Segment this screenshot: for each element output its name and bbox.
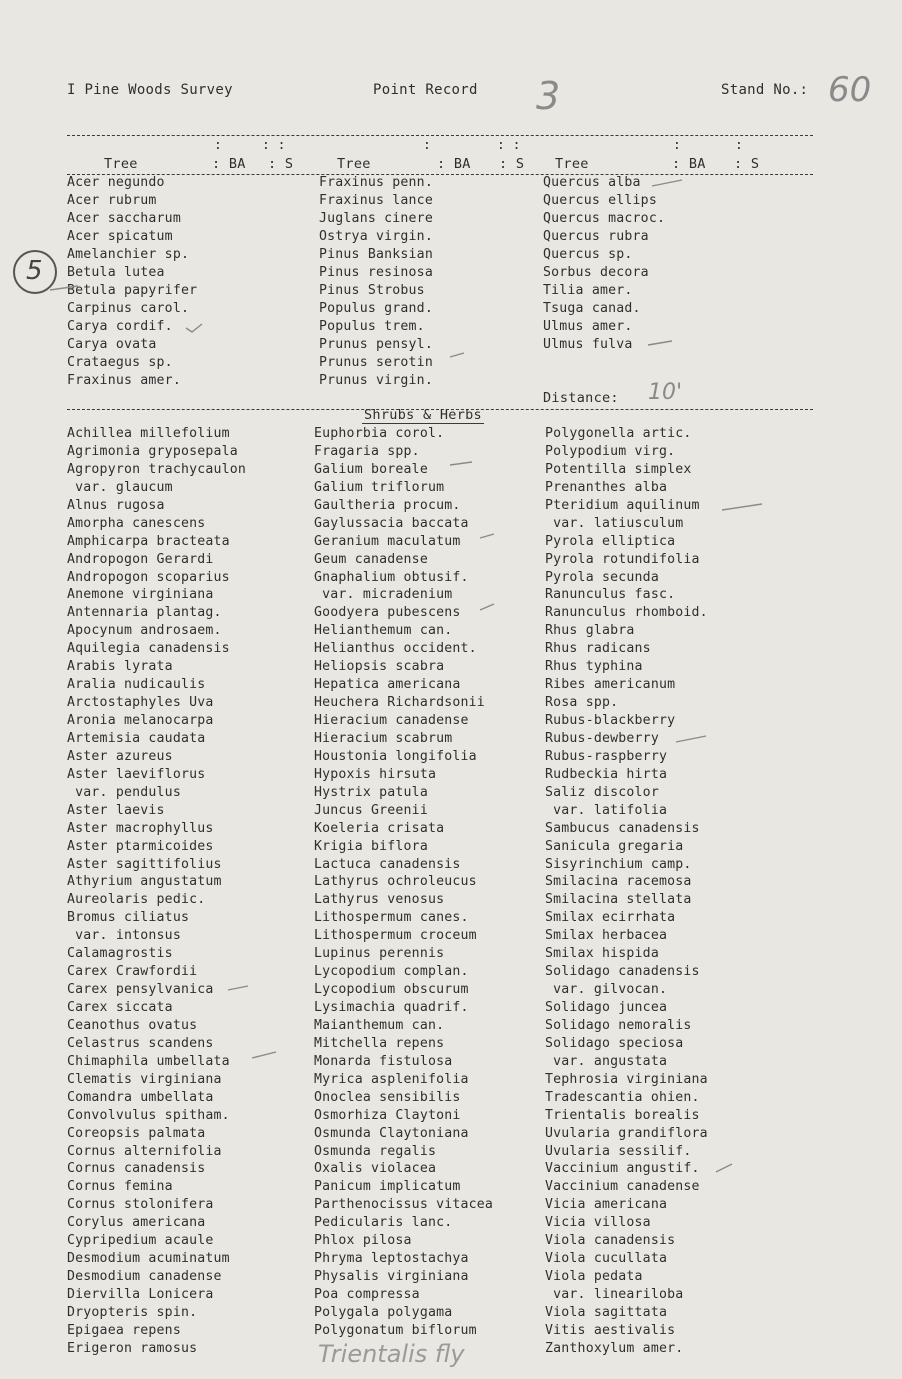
herb-species-item: Corylus americana [67, 1215, 206, 1231]
pencil-check [480, 604, 494, 610]
herb-species-item: Euphorbia corol. [314, 426, 445, 441]
tree-species-item: Crataegus sp. [67, 355, 173, 370]
column-divider: : [673, 138, 681, 153]
tree-species-item: Betula papyrifer [67, 283, 198, 298]
herb-species-item: Carex siccata [67, 1000, 173, 1015]
herb-species-item: Bromus ciliatus [67, 910, 190, 926]
herb-species-item: Juncus Greenii [314, 802, 428, 818]
herb-species-item: Solidago speciosa [545, 1035, 684, 1051]
herb-species-item: Solidago nemoralis [545, 1017, 692, 1033]
herb-species-item: Aquilegia canadensis [67, 641, 230, 657]
herb-species-item: Ranunculus rhomboid. [545, 605, 708, 621]
herb-species-item: Smilax herbacea [545, 928, 668, 944]
tree-species-item: Amelanchier sp. [67, 247, 190, 262]
herb-species-item: Koeleria crisata [314, 820, 445, 836]
herb-species-item: Solidago canadensis [545, 964, 700, 980]
herb-species-item: Viola cucullata [545, 1251, 668, 1267]
survey-title: I Pine Woods Survey [67, 82, 233, 98]
herb-species-item: Pyrola rotundifolia [545, 551, 700, 567]
herb-species-item: Clematis virginiana [67, 1071, 222, 1087]
herb-species-item: Ranunculus fasc. [545, 587, 676, 603]
herb-species-item: Onoclea sensibilis [314, 1089, 461, 1105]
herb-species-item: Apocynum androsaem. [67, 623, 222, 639]
herb-species-item: Calamagrostis [67, 946, 173, 962]
tree-species-item: Carpinus carol. [67, 301, 190, 316]
herb-species-item: Vicia villosa [545, 1215, 651, 1231]
herb-species-item: Gnaphalium obtusif. [314, 569, 469, 585]
herb-species-item: Oxalis violacea [314, 1161, 437, 1177]
herb-species-item: var. intonsus [67, 928, 181, 944]
herb-species-item: Amorpha canescens [67, 515, 206, 531]
herb-species-item: Aster ptarmicoides [67, 838, 214, 854]
tree-col-header: Tree [555, 156, 589, 172]
herb-species-item: Vaccinium canadense [545, 1179, 700, 1195]
herb-species-item: var. glaucum [67, 479, 173, 495]
record-type: Point Record [373, 82, 478, 98]
tree-species-item: Prunus virgin. [319, 373, 433, 388]
herb-species-item: Carex Crawfordii [67, 964, 198, 980]
herb-species-item: Hepatica americana [314, 677, 461, 693]
herb-species-item: Desmodium acuminatum [67, 1251, 230, 1267]
herb-species-item: Prenanthes alba [545, 479, 668, 495]
herb-species-item: Smilax ecirrhata [545, 910, 676, 926]
herb-species-item: Osmorhiza Claytoni [314, 1107, 461, 1123]
pencil-check [480, 534, 494, 538]
s-col-header: : S [734, 156, 760, 172]
pencil-check [50, 286, 78, 290]
pencil-check [648, 341, 672, 345]
point-number-handwritten: 3 [536, 74, 561, 118]
tree-species-item: Fraxinus lance [319, 193, 433, 208]
herb-species-item: Goodyera pubescens [314, 605, 461, 621]
herb-species-item: Artemisia caudata [67, 730, 206, 746]
herb-species-item: Comandra umbellata [67, 1089, 214, 1105]
herb-species-item: Carex pensylvanica [67, 982, 214, 998]
pencil-check [722, 504, 762, 510]
herb-species-item: Rosa spp. [545, 695, 619, 711]
herb-species-item: Monarda fistulosa [314, 1053, 453, 1069]
herb-species-item: Diervilla Lonicera [67, 1287, 214, 1302]
herb-species-item: Lysimachia quadrif. [314, 1000, 469, 1015]
herb-species-item: Fragaria spp. [314, 443, 420, 459]
herb-species-item: Lithospermum croceum [314, 928, 477, 944]
herb-species-item: Krigia biflora [314, 838, 428, 854]
pencil-check [186, 324, 202, 332]
herb-species-item: Aster laevis [67, 802, 165, 818]
herb-species-item: Potentilla simplex [545, 461, 692, 477]
herb-species-item: Dryopteris spin. [67, 1304, 198, 1320]
herb-species-item: Amphicarpa bracteata [67, 533, 230, 549]
handwritten-note: Trientalis fly [318, 1340, 465, 1368]
herb-species-item: Achillea millefolium [67, 426, 230, 441]
herb-species-item: Rubus-blackberry [545, 713, 676, 728]
herb-species-item: Rhus typhina [545, 659, 643, 675]
herb-species-item: Lycopodium obscurum [314, 982, 469, 998]
tree-species-item: Pinus resinosa [319, 265, 433, 280]
herb-species-item: Osmunda regalis [314, 1143, 437, 1159]
herb-species-item: Rubus-dewberry [545, 730, 659, 746]
tree-species-item: Ostrya virgin. [319, 229, 433, 244]
pencil-check [450, 353, 464, 357]
tree-col-header: Tree [104, 156, 138, 172]
herb-species-item: Desmodium canadense [67, 1269, 222, 1285]
herb-species-item: Viola sagittata [545, 1304, 668, 1320]
tree-species-item: Populus trem. [319, 319, 425, 334]
tree-species-item: Acer rubrum [67, 193, 157, 208]
herb-species-item: Polypodium virg. [545, 443, 676, 459]
herb-species-item: Zanthoxylum amer. [545, 1340, 684, 1356]
herb-species-item: var. latiusculum [545, 515, 684, 531]
herb-species-item: Anemone virginiana [67, 587, 214, 603]
tree-species-item: Quercus ellips [543, 193, 657, 208]
herb-species-item: Helianthus occident. [314, 641, 477, 657]
pencil-check [228, 986, 248, 990]
pencil-check [450, 462, 472, 465]
herb-species-item: Uvularia sessilif. [545, 1143, 692, 1159]
herb-species-item: Uvularia grandiflora [545, 1125, 708, 1141]
herb-species-item: Geum canadense [314, 551, 428, 567]
circled-number: 5 [26, 256, 43, 286]
tree-species-item: Ulmus fulva [543, 337, 633, 352]
herb-species-item: Alnus rugosa [67, 497, 165, 513]
herb-species-item: Andropogon Gerardi [67, 551, 214, 567]
herb-species-item: Andropogon scoparius [67, 569, 230, 585]
herb-species-item: Solidago juncea [545, 1000, 668, 1015]
tree-species-item: Sorbus decora [543, 265, 649, 280]
column-divider: : [214, 138, 222, 153]
herb-species-item: Lactuca canadensis [314, 856, 461, 872]
column-divider: : [735, 138, 743, 153]
herb-species-item: Osmunda Claytoniana [314, 1125, 469, 1141]
herb-species-item: Aster sagittifolius [67, 856, 222, 872]
herb-species-item: var. gilvocan. [545, 982, 668, 998]
pencil-check [676, 736, 706, 742]
herb-species-item: Lithospermum canes. [314, 910, 469, 926]
herb-species-item: Pteridium aquilinum [545, 497, 700, 513]
herb-species-item: Coreopsis palmata [67, 1125, 206, 1141]
tree-species-item: Prunus serotin [319, 355, 433, 370]
herb-species-item: Erigeron ramosus [67, 1340, 198, 1356]
herb-species-item: Agropyron trachycaulon [67, 461, 247, 477]
herb-species-item: Antennaria plantag. [67, 605, 222, 621]
herb-species-item: Sambucus canadensis [545, 820, 700, 836]
ba-col-header: : BA [437, 156, 471, 172]
tree-species-item: Betula lutea [67, 265, 165, 280]
column-divider: : : [262, 138, 286, 153]
herb-species-item: Aster macrophyllus [67, 820, 214, 836]
herb-species-item: Hieracium canadense [314, 713, 469, 728]
herb-species-item: Polygonella artic. [545, 426, 692, 441]
pencil-check [252, 1052, 276, 1058]
herb-species-item: Tephrosia virginiana [545, 1071, 708, 1087]
tree-species-item: Juglans cinere [319, 211, 433, 226]
herb-species-item: Aster laeviflorus [67, 766, 206, 782]
herb-species-item: Gaylussacia baccata [314, 515, 469, 531]
tree-species-item: Quercus macroc. [543, 211, 666, 226]
herb-species-item: Rhus radicans [545, 641, 651, 657]
s-col-header: : S [499, 156, 525, 172]
herb-species-item: Phryma leptostachya [314, 1251, 469, 1267]
tree-species-item: Pinus Strobus [319, 283, 425, 298]
tree-species-item: Populus grand. [319, 301, 433, 316]
tree-species-item: Carya ovata [67, 337, 157, 352]
tree-species-item: Acer negundo [67, 175, 165, 190]
herb-species-item: Heliopsis scabra [314, 659, 445, 675]
herb-species-item: Lycopodium complan. [314, 964, 469, 980]
herb-species-item: Aronia melanocarpa [67, 713, 214, 728]
distance-value-handwritten: 10' [648, 380, 683, 405]
herb-species-item: Hystrix patula [314, 784, 428, 800]
herb-species-item: Myrica asplenifolia [314, 1071, 469, 1087]
herb-species-item: Heuchera Richardsonii [314, 695, 485, 711]
herb-species-item: Poa compressa [314, 1287, 420, 1302]
tree-col-header: Tree [337, 156, 371, 172]
herb-species-item: Arabis lyrata [67, 659, 173, 675]
herb-species-item: Arctostaphyles Uva [67, 695, 214, 711]
stand-number-label: Stand No.: [721, 82, 809, 98]
herb-species-item: Ribes americanum [545, 677, 676, 693]
herb-species-item: Tradescantia ohien. [545, 1089, 700, 1105]
herb-species-item: Viola pedata [545, 1269, 643, 1285]
herb-species-item: Rudbeckia hirta [545, 766, 668, 782]
herb-species-item: Lathyrus ochroleucus [314, 874, 477, 890]
herb-species-item: var. latifolia [545, 802, 668, 818]
herb-species-item: Gaultheria procum. [314, 497, 461, 513]
herb-species-item: Pedicularis lanc. [314, 1215, 453, 1231]
tree-species-item: Tilia amer. [543, 283, 633, 298]
herb-species-item: Vitis aestivalis [545, 1322, 676, 1338]
tree-species-item: Acer spicatum [67, 229, 173, 244]
stand-number-handwritten: 60 [828, 70, 872, 110]
pencil-check [652, 180, 682, 186]
herb-species-item: Saliz discolor [545, 784, 659, 800]
herb-species-item: Smilacina racemosa [545, 874, 692, 890]
herb-species-item: Polygonatum biflorum [314, 1322, 477, 1338]
column-divider: : [423, 138, 431, 153]
tree-species-item: Tsuga canad. [543, 301, 641, 316]
herb-species-item: Hypoxis hirsuta [314, 766, 437, 782]
tree-species-item: Fraxinus amer. [67, 373, 181, 388]
herb-species-item: Cornus alternifolia [67, 1143, 222, 1159]
tree-species-item: Ulmus amer. [543, 319, 633, 334]
herb-species-item: Hieracium scabrum [314, 730, 453, 746]
tree-species-item: Fraxinus penn. [319, 175, 433, 190]
ba-col-header: : BA [212, 156, 246, 172]
pencil-check [716, 1164, 732, 1172]
ba-col-header: : BA [672, 156, 706, 172]
distance-label: Distance: [543, 390, 619, 406]
tree-species-item: Acer saccharum [67, 211, 181, 226]
s-col-header: : S [268, 156, 294, 172]
herb-species-item: Mitchella repens [314, 1035, 445, 1051]
herb-species-item: Rhus glabra [545, 623, 635, 639]
herb-species-item: Smilacina stellata [545, 892, 692, 908]
herb-species-item: Physalis virginiana [314, 1269, 469, 1285]
herb-species-item: Sanicula gregaria [545, 838, 684, 854]
herb-species-item: Cornus femina [67, 1179, 173, 1195]
tree-species-item: Quercus rubra [543, 229, 649, 244]
herb-species-item: Chimaphila umbellata [67, 1053, 230, 1069]
herb-species-item: var. pendulus [67, 784, 181, 800]
herb-species-item: Pyrola elliptica [545, 533, 676, 549]
herb-species-item: Galium triflorum [314, 479, 445, 495]
herb-species-item: Pyrola secunda [545, 569, 659, 585]
herb-species-item: Panicum implicatum [314, 1179, 461, 1195]
herb-species-item: Trientalis borealis [545, 1107, 700, 1123]
tree-species-item: Carya cordif. [67, 319, 173, 334]
herb-species-item: Rubus-raspberry [545, 748, 668, 764]
tree-species-item: Pinus Banksian [319, 247, 433, 262]
herb-species-item: Aralia nudicaulis [67, 677, 206, 693]
herb-species-item: Ceanothus ovatus [67, 1017, 198, 1033]
herb-species-item: Geranium maculatum [314, 533, 461, 549]
herb-species-item: var. micradenium [314, 587, 453, 603]
herb-species-item: Polygala polygama [314, 1304, 453, 1320]
herb-species-item: Viola canadensis [545, 1233, 676, 1249]
tree-species-item: Prunus pensyl. [319, 337, 433, 352]
herb-species-item: Aureolaris pedic. [67, 892, 206, 908]
herb-species-item: Maianthemum can. [314, 1017, 445, 1033]
herb-species-item: Celastrus scandens [67, 1035, 214, 1051]
tree-species-item: Quercus sp. [543, 247, 633, 262]
herb-species-item: Vicia americana [545, 1197, 668, 1213]
herb-species-item: Smilax hispida [545, 946, 659, 962]
herb-species-item: Parthenocissus vitacea [314, 1197, 494, 1213]
herb-species-item: var. angustata [545, 1053, 668, 1069]
herb-species-item: Convolvulus spitham. [67, 1107, 230, 1123]
herb-species-item: Sisyrinchium camp. [545, 856, 692, 872]
herb-species-item: Helianthemum can. [314, 623, 453, 639]
herb-species-item: Lupinus perennis [314, 946, 445, 962]
herb-species-item: var. lineariloba [545, 1287, 684, 1302]
herb-species-item: Athyrium angustatum [67, 874, 222, 890]
column-divider: : : [497, 138, 521, 153]
herb-species-item: Agrimonia gryposepala [67, 443, 238, 459]
herb-species-item: Cypripedium acaule [67, 1233, 214, 1249]
herb-species-item: Vaccinium angustif. [545, 1161, 700, 1177]
section-title: Shrubs & Herbs [364, 407, 482, 423]
herb-species-item: Galium boreale [314, 461, 428, 477]
herb-species-item: Phlox pilosa [314, 1233, 412, 1249]
herb-species-item: Cornus stolonifera [67, 1197, 214, 1213]
herb-species-item: Aster azureus [67, 748, 173, 764]
herb-species-item: Lathyrus venosus [314, 892, 445, 908]
tree-species-item: Quercus alba [543, 175, 641, 190]
herb-species-item: Epigaea repens [67, 1322, 181, 1338]
herb-species-item: Cornus canadensis [67, 1161, 206, 1177]
herb-species-item: Houstonia longifolia [314, 748, 477, 764]
